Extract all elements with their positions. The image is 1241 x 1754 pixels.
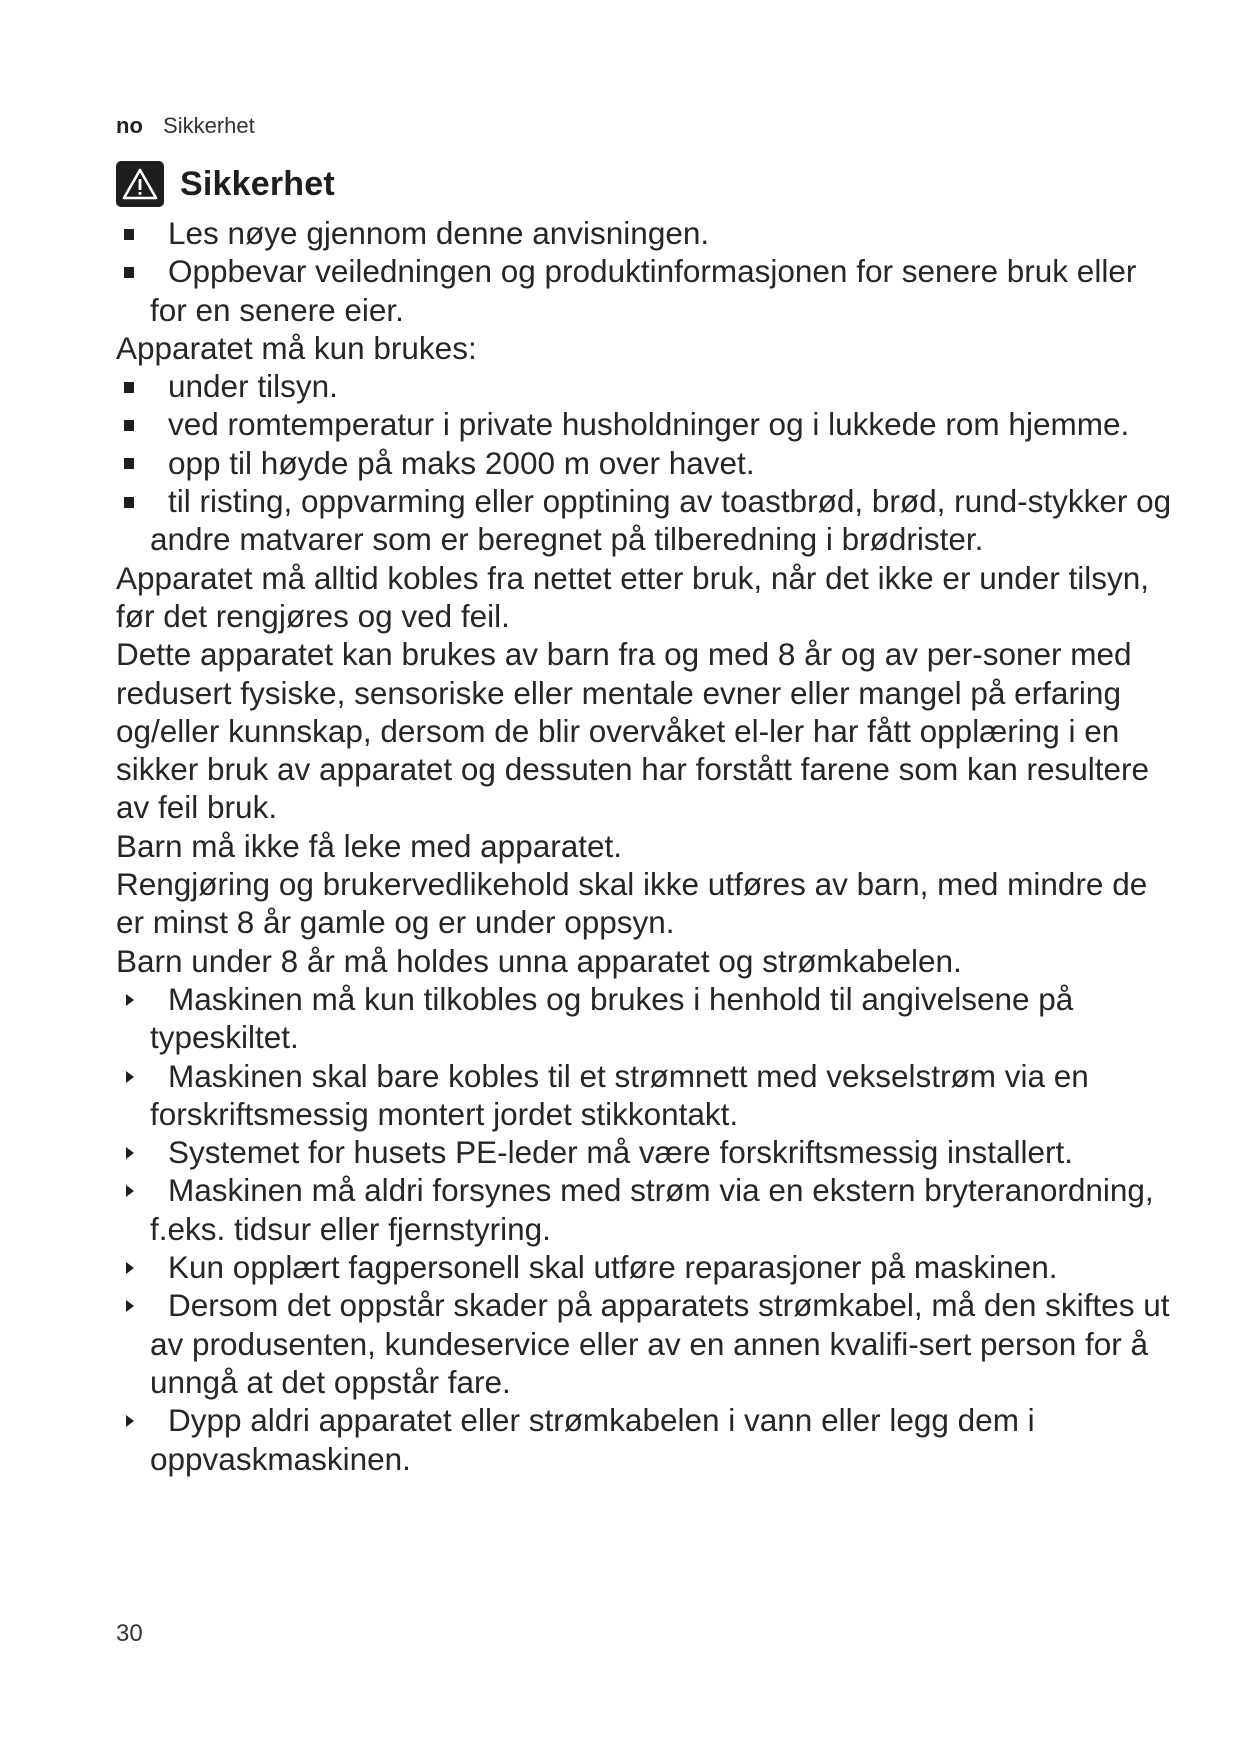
paragraph: Dette apparatet kan brukes av barn fra og med 8 år og av per-soner med redusert fysiske, sensoriske eller mentale evner eller mangel på erfaring og/eller kunnskap, dersom de blir overvåket el-ler har fått opplæring i en sikker bruk av apparatet og dessuten har forstått farene som kan resultere av feil bruk. bbox=[116, 636, 1150, 826]
instruction-item: Dersom det oppstår skader på apparatets strømkabel, må den skiftes ut av produsenten, kundeservice eller av en annen kvalifi-sert person for å unngå at det oppstår fare. bbox=[116, 1286, 1176, 1401]
triangle-bullet-icon bbox=[126, 1071, 134, 1083]
triangle-bullet-icon bbox=[126, 1262, 134, 1274]
section-name: Sikkerhet bbox=[163, 113, 255, 138]
instruction-item: Maskinen skal bare kobles til et strømnett med vekselstrøm via en forskriftsmessig montert jordet stikkontakt. bbox=[116, 1057, 1176, 1134]
list-item: under tilsyn. bbox=[116, 367, 1176, 405]
instruction-item: Dypp aldri apparatet eller strømkabelen i vann eller legg dem i oppvaskmaskinen. bbox=[116, 1401, 1176, 1478]
paragraph: Apparatet må alltid kobles fra nettet etter bruk, når det ikke er under tilsyn, før det rengjøres og ved feil. bbox=[116, 559, 1150, 634]
instruction-item: Kun opplært fagpersonell skal utføre reparasjoner på maskinen. bbox=[116, 1248, 1176, 1286]
triangle-bullet-icon bbox=[126, 1300, 134, 1312]
instruction-item: Maskinen må kun tilkobles og brukes i henhold til angivelsene på typeskiltet. bbox=[116, 980, 1176, 1057]
triangle-bullet-icon bbox=[126, 994, 134, 1006]
triangle-bullet-icon bbox=[126, 1415, 134, 1427]
warning-triangle-icon bbox=[116, 161, 164, 207]
triangle-bullet-icon bbox=[126, 1185, 134, 1197]
document-body bbox=[116, 214, 1176, 1478]
square-bullet-icon bbox=[124, 382, 134, 393]
running-header bbox=[116, 113, 255, 139]
square-bullet-icon bbox=[124, 229, 134, 240]
list-item: opp til høyde på maks 2000 m over havet. bbox=[116, 444, 1176, 482]
square-bullet-icon bbox=[124, 420, 134, 431]
language-code: no bbox=[116, 113, 143, 138]
usage-heading: Apparatet må kun brukes: bbox=[116, 329, 477, 366]
section-title-row bbox=[116, 161, 335, 207]
list-item: Les nøye gjennom denne anvisningen. bbox=[116, 214, 1176, 252]
page-title: Sikkerhet bbox=[180, 164, 335, 203]
page-number: 30 bbox=[116, 1620, 143, 1647]
square-bullet-icon bbox=[124, 458, 134, 469]
triangle-bullet-icon bbox=[126, 1147, 134, 1159]
paragraph: Barn må ikke få leke med apparatet. bbox=[116, 827, 623, 864]
instruction-item: Maskinen må aldri forsynes med strøm via en ekstern bryteranordning, f.eks. tidsur eller fjernstyring. bbox=[116, 1171, 1176, 1248]
list-item: ved romtemperatur i private husholdninger og i lukkede rom hjemme. bbox=[116, 405, 1176, 443]
square-bullet-icon bbox=[124, 267, 134, 278]
list-item: Oppbevar veiledningen og produktinformasjonen for senere bruk eller for en senere eier. bbox=[116, 252, 1176, 329]
list-item: til risting, oppvarming eller opptining av toastbrød, brød, rund-stykker og andre matvarer som er beregnet på tilberedning i brødrister. bbox=[116, 482, 1176, 559]
square-bullet-icon bbox=[124, 497, 134, 508]
paragraph: Rengjøring og brukervedlikehold skal ikke utføres av barn, med mindre de er minst 8 år gamle og er under oppsyn. bbox=[116, 866, 1148, 941]
paragraph: Barn under 8 år må holdes unna apparatet og strømkabelen. bbox=[116, 942, 962, 979]
instruction-item: Systemet for husets PE-leder må være forskriftsmessig installert. bbox=[116, 1133, 1176, 1171]
